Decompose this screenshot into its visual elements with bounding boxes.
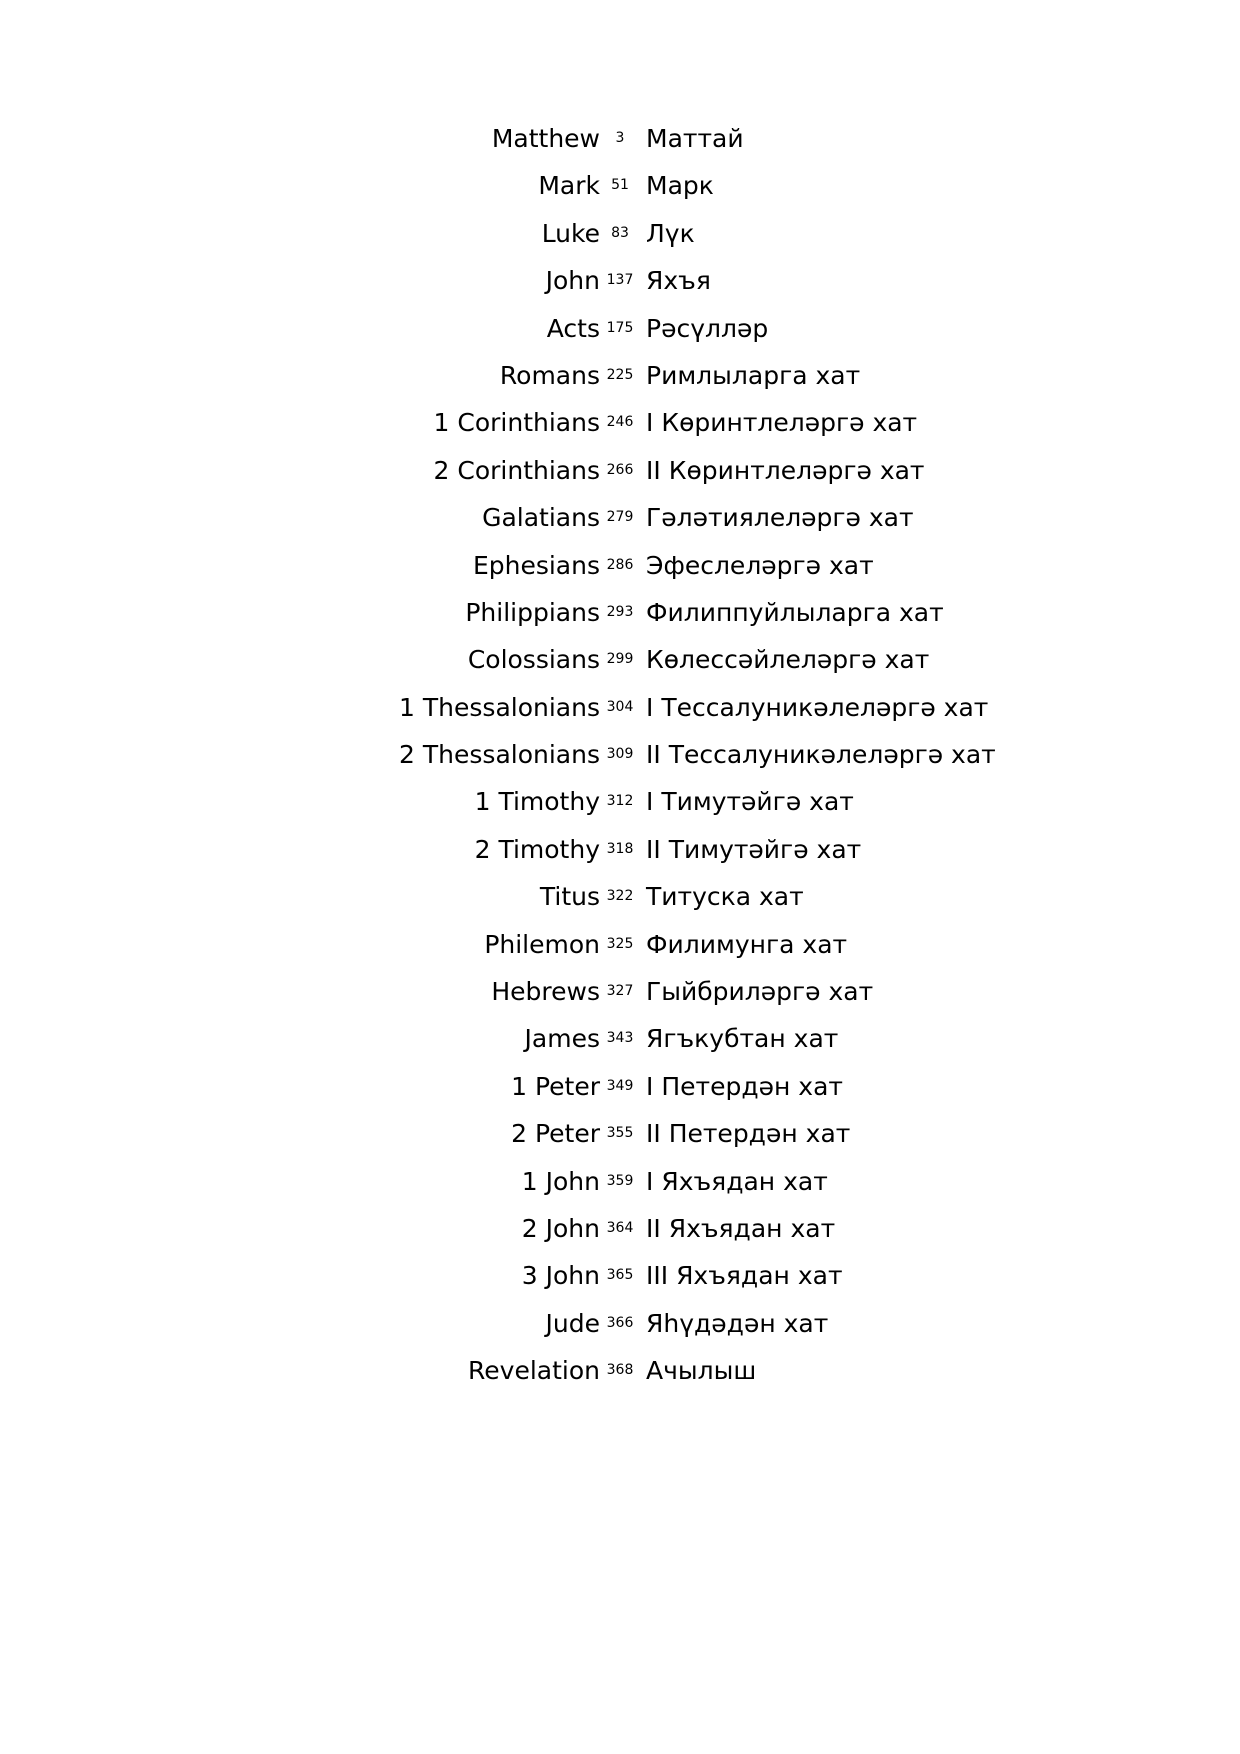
english-book-name: James: [524, 1024, 600, 1054]
toc-row-2-timothy: [0, 829, 1240, 876]
page-number: 327: [606, 983, 634, 1000]
english-book-name: Luke: [541, 218, 600, 248]
toc-row-2-john: [0, 1208, 1240, 1255]
toc-row-galatians: [0, 497, 1240, 544]
tatar-book-name: Гыйбриләргә хат: [646, 977, 874, 1007]
english-book-name: 1 Corinthians: [433, 408, 600, 438]
english-book-name: Mark: [538, 171, 600, 201]
english-book-name: Acts: [546, 313, 600, 343]
toc-row-1-timothy: [0, 781, 1240, 828]
english-book-name: 2 John: [521, 1213, 600, 1243]
toc-row-romans: [0, 355, 1240, 402]
english-book-name: 3 John: [521, 1261, 600, 1291]
toc-row-john: [0, 260, 1240, 307]
toc-row-revelation: [0, 1350, 1240, 1397]
toc-row-1-thessalonians: [0, 687, 1240, 734]
tatar-book-name: Римлыларга хат: [646, 360, 861, 390]
english-book-name: 1 Thessalonians: [399, 692, 600, 722]
english-book-name: 1 John: [521, 1166, 600, 1196]
english-book-name: Philippians: [465, 597, 600, 627]
toc-row-luke: [0, 213, 1240, 260]
page-number: 366: [606, 1314, 634, 1331]
english-book-name: Hebrews: [491, 977, 600, 1007]
toc-row-philemon: [0, 924, 1240, 971]
english-book-name: John: [545, 266, 600, 296]
tatar-book-name: Яхъя: [646, 266, 711, 296]
page-number: 137: [606, 272, 634, 289]
page-number: 51: [611, 177, 629, 194]
toc-row-2-thessalonians: [0, 734, 1240, 781]
english-book-name: Galatians: [482, 503, 600, 533]
toc-row-acts: [0, 308, 1240, 355]
english-book-name: Philemon: [484, 929, 600, 959]
tatar-book-name: Марк: [646, 171, 714, 201]
table-of-contents: [0, 118, 1240, 1398]
toc-row-matthew: [0, 118, 1240, 165]
tatar-book-name: I Тимутәйгә хат: [646, 787, 854, 817]
tatar-book-name: I Петердән хат: [646, 1071, 843, 1101]
tatar-book-name: I Тессалуникәлеләргә хат: [646, 692, 989, 722]
page-number: 309: [606, 746, 634, 763]
tatar-book-name: II Петердән хат: [646, 1119, 851, 1149]
page-number: 246: [606, 414, 634, 431]
english-book-name: Revelation: [468, 1356, 600, 1386]
page-number: 279: [606, 509, 634, 526]
tatar-book-name: I Көринтлеләргә хат: [646, 408, 918, 438]
page-number: 325: [606, 935, 634, 952]
toc-row-2-corinthians: [0, 450, 1240, 497]
tatar-book-name: Яһүдәдән хат: [646, 1308, 829, 1338]
page-number: 266: [606, 461, 634, 478]
english-book-name: 1 Timothy: [474, 787, 600, 817]
tatar-book-name: II Яхъядан хат: [646, 1213, 836, 1243]
toc-row-colossians: [0, 639, 1240, 686]
page-number: 318: [606, 840, 634, 857]
toc-row-2-peter: [0, 1113, 1240, 1160]
page-number: 3: [615, 130, 625, 146]
tatar-book-name: Маттай: [646, 124, 744, 153]
page-number: 355: [606, 1125, 634, 1142]
toc-row-titus: [0, 876, 1240, 923]
tatar-book-name: Ягъкубтан хат: [646, 1024, 839, 1054]
tatar-book-name: III Яхъядан хат: [646, 1261, 843, 1291]
tatar-book-name: Лүк: [646, 218, 695, 248]
english-book-name: 1 Peter: [511, 1071, 600, 1101]
tatar-book-name: Ачылыш: [646, 1356, 757, 1386]
toc-row-1-john: [0, 1161, 1240, 1208]
toc-row-philippians: [0, 592, 1240, 639]
page-number: 368: [606, 1362, 634, 1379]
english-book-name: 2 Peter: [511, 1119, 600, 1149]
english-book-name: Titus: [539, 882, 600, 912]
page-number: 364: [606, 1219, 634, 1236]
tatar-book-name: Көлессәйлеләргә хат: [646, 645, 930, 675]
tatar-book-name: Рәсүлләр: [646, 313, 769, 343]
page-number: 349: [606, 1077, 634, 1094]
page-number: 83: [611, 224, 629, 241]
page-number: 359: [606, 1172, 634, 1189]
page-number: 312: [606, 793, 634, 810]
english-book-name: Romans: [499, 360, 600, 390]
page-number: 175: [606, 319, 634, 336]
english-book-name: Matthew: [491, 124, 600, 153]
tatar-book-name: Филимунга хат: [646, 929, 848, 959]
tatar-book-name: II Тессалуникәлеләргә хат: [646, 740, 996, 770]
tatar-book-name: Эфеслеләргә хат: [646, 550, 874, 580]
toc-row-1-peter: [0, 1066, 1240, 1113]
page-number: 293: [606, 603, 634, 620]
page-number: 304: [606, 698, 634, 715]
page-number: 365: [606, 1267, 634, 1284]
tatar-book-name: Гәләтиялеләргә хат: [646, 503, 914, 533]
toc-row-3-john: [0, 1255, 1240, 1302]
tatar-book-name: II Көринтлеләргә хат: [646, 455, 925, 485]
tatar-book-name: II Тимутәйгә хат: [646, 834, 862, 864]
tatar-book-name: Филиппуйлыларга хат: [646, 597, 944, 627]
toc-row-ephesians: [0, 545, 1240, 592]
toc-row-1-corinthians: [0, 402, 1240, 449]
toc-row-hebrews: [0, 971, 1240, 1018]
toc-row-jude: [0, 1303, 1240, 1350]
page-number: 322: [606, 888, 634, 905]
toc-row-mark: [0, 165, 1240, 212]
tatar-book-name: I Яхъядан хат: [646, 1166, 828, 1196]
english-book-name: 2 Thessalonians: [399, 740, 600, 770]
page-number: 286: [606, 556, 634, 573]
english-book-name: 2 Corinthians: [433, 455, 600, 485]
toc-row-james: [0, 1018, 1240, 1065]
english-book-name: Ephesians: [472, 550, 600, 580]
page-number: 343: [606, 1030, 634, 1047]
page-number: 299: [606, 651, 634, 668]
english-book-name: Colossians: [467, 645, 600, 675]
page-number: 225: [606, 366, 634, 383]
english-book-name: Jude: [545, 1308, 600, 1338]
english-book-name: 2 Timothy: [474, 834, 600, 864]
tatar-book-name: Титуска хат: [646, 882, 804, 912]
